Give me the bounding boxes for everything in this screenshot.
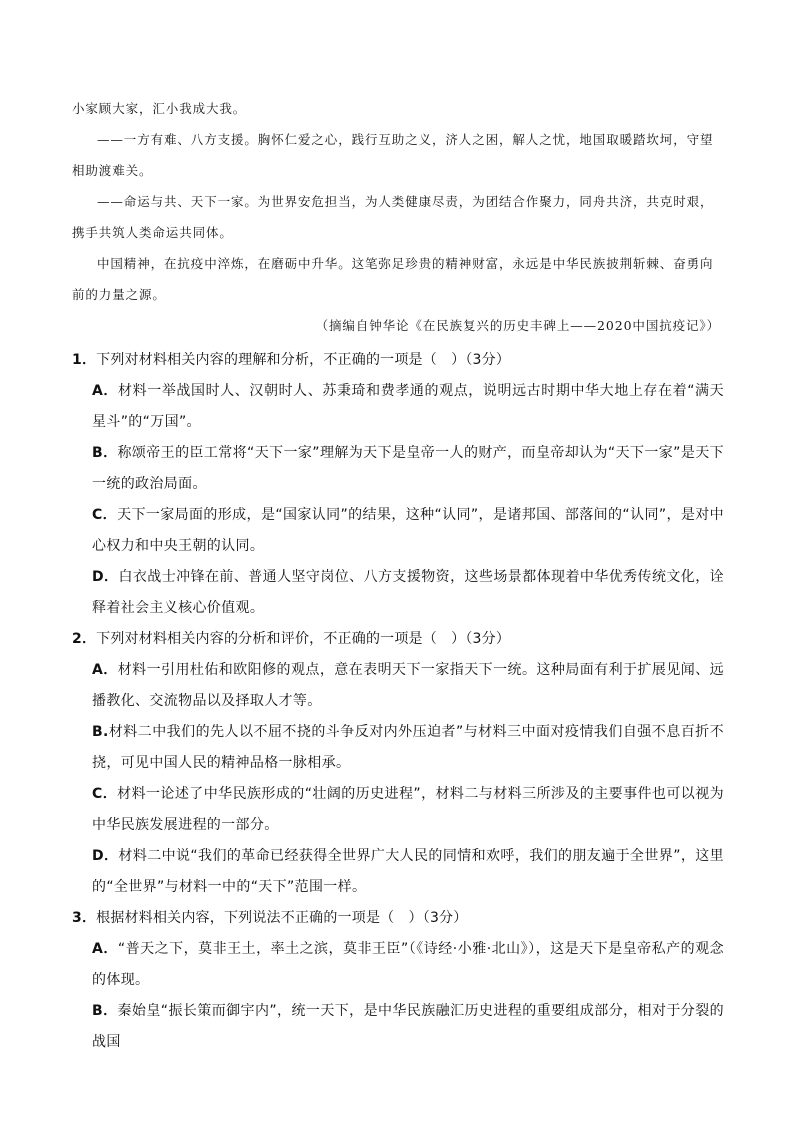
option-text: 材料一引用杜佑和欧阳修的观点，意在表明天下一家指天下一统。这种局面有利于扩展见闻、远播教化、交流物品以及择取人才等。 bbox=[92, 662, 724, 709]
option-letter: C． bbox=[92, 786, 118, 802]
option-letter: B． bbox=[92, 1003, 118, 1019]
option-letter: D． bbox=[92, 848, 119, 864]
option-text: 天下一家局面的形成，是“国家认同”的结果，这种“认同”，是诸邦国、部落间的“认同”，是对中心权力和中央王朝的认同。 bbox=[92, 507, 725, 554]
question-stem: 下列对材料相关内容的分析和评价，不正确的一项是（ ）（3分） bbox=[96, 631, 511, 647]
question-2 bbox=[72, 624, 724, 903]
question-number: 3． bbox=[72, 910, 97, 926]
option-d bbox=[72, 841, 724, 903]
option-text: 秦始皇“振长策而御宇内”，统一天下，是中华民族融汇历史进程的重要组成部分，相对于分裂的战国 bbox=[92, 1003, 724, 1050]
option-text: 材料二中说“我们的革命已经获得全世界广大人民的同情和欢呼，我们的朋友遍于全世界”，这里的“全世界”与材料一中的“天下”范围一样。 bbox=[92, 848, 724, 895]
question-list bbox=[72, 345, 724, 1058]
question-1 bbox=[72, 345, 724, 624]
option-b bbox=[72, 438, 724, 500]
option-letter: A． bbox=[92, 941, 118, 957]
option-letter: A． bbox=[92, 662, 118, 678]
option-text: “普天之下，莫非王土，率土之滨，莫非王臣”（《诗经·小雅·北山》），这是天下是皇帝私产的观念的体现。 bbox=[92, 941, 724, 988]
option-a bbox=[72, 934, 724, 996]
question-stem: 根据材料相关内容，下列说法不正确的一项是（ ）（3分） bbox=[96, 910, 468, 926]
reading-passage bbox=[72, 93, 724, 341]
option-b bbox=[72, 996, 724, 1058]
option-c bbox=[72, 500, 724, 562]
option-a bbox=[72, 376, 724, 438]
option-text: 材料二中我们的先人以不屈不挠的斗争反对内外压迫者”与材料三中面对疫情我们自强不息百折不挠，可见中国人民的精神品格一脉相承。 bbox=[92, 724, 724, 771]
option-letter: C． bbox=[92, 507, 118, 523]
option-text: 材料一举战国时人、汉朝时人、苏秉琦和费孝通的观点，说明远古时期中华大地上存在着“满天星斗”的“万国”。 bbox=[92, 383, 724, 430]
option-letter: A． bbox=[92, 383, 119, 399]
passage-paragraph: 小家顾大家，汇小我成大我。 bbox=[72, 101, 247, 116]
option-letter: D． bbox=[92, 569, 119, 585]
question-stem: 下列对材料相关内容的理解和分析，不正确的一项是（ ）（3分） bbox=[96, 352, 511, 368]
option-letter: B. bbox=[92, 724, 109, 740]
option-text: 称颂帝王的臣工常将“天下一家”理解为天下是皇帝一人的财产，而皇帝却认为“天下一家”是天下一统的政治局面。 bbox=[92, 445, 724, 492]
option-d bbox=[72, 562, 724, 624]
option-text: 白衣战士冲锋在前、普通人坚守岗位、八方支援物资，这些场景都体现着中华优秀传统文化，诠释着社会主义核心价值观。 bbox=[92, 569, 724, 616]
option-text: 材料一论述了中华民族形成的“壮阔的历史进程”，材料二与材料三所涉及的主要事件也可以视为中华民族发展进程的一部分。 bbox=[92, 786, 724, 833]
passage-paragraph: ——一方有难、八方支援。胸怀仁爱之心，践行互助之义，济人之困，解人之忧，地国取暖踏坎坷，守望相助渡难关。 bbox=[72, 132, 714, 178]
question-3 bbox=[72, 903, 724, 1058]
question-number: 2． bbox=[72, 631, 97, 647]
option-letter: B． bbox=[92, 445, 118, 461]
passage-source: （摘编自钟华论《在民族复兴的历史丰碑上——2020中国抗疫记》） bbox=[315, 318, 720, 333]
passage-paragraph: ——命运与共、天下一家。为世界安危担当，为人类健康尽责，为团结合作聚力，同舟共济，共克时艰，携手共筑人类命运共同体。 bbox=[72, 194, 714, 240]
option-a bbox=[72, 655, 724, 717]
question-number: 1． bbox=[72, 352, 97, 368]
option-c bbox=[72, 779, 724, 841]
option-b bbox=[72, 717, 724, 779]
passage-paragraph: 中国精神，在抗疫中淬炼，在磨砺中升华。这笔弥足珍贵的精神财富，永远是中华民族披荆斩棘、奋勇向前的力量之源。 bbox=[72, 256, 714, 302]
